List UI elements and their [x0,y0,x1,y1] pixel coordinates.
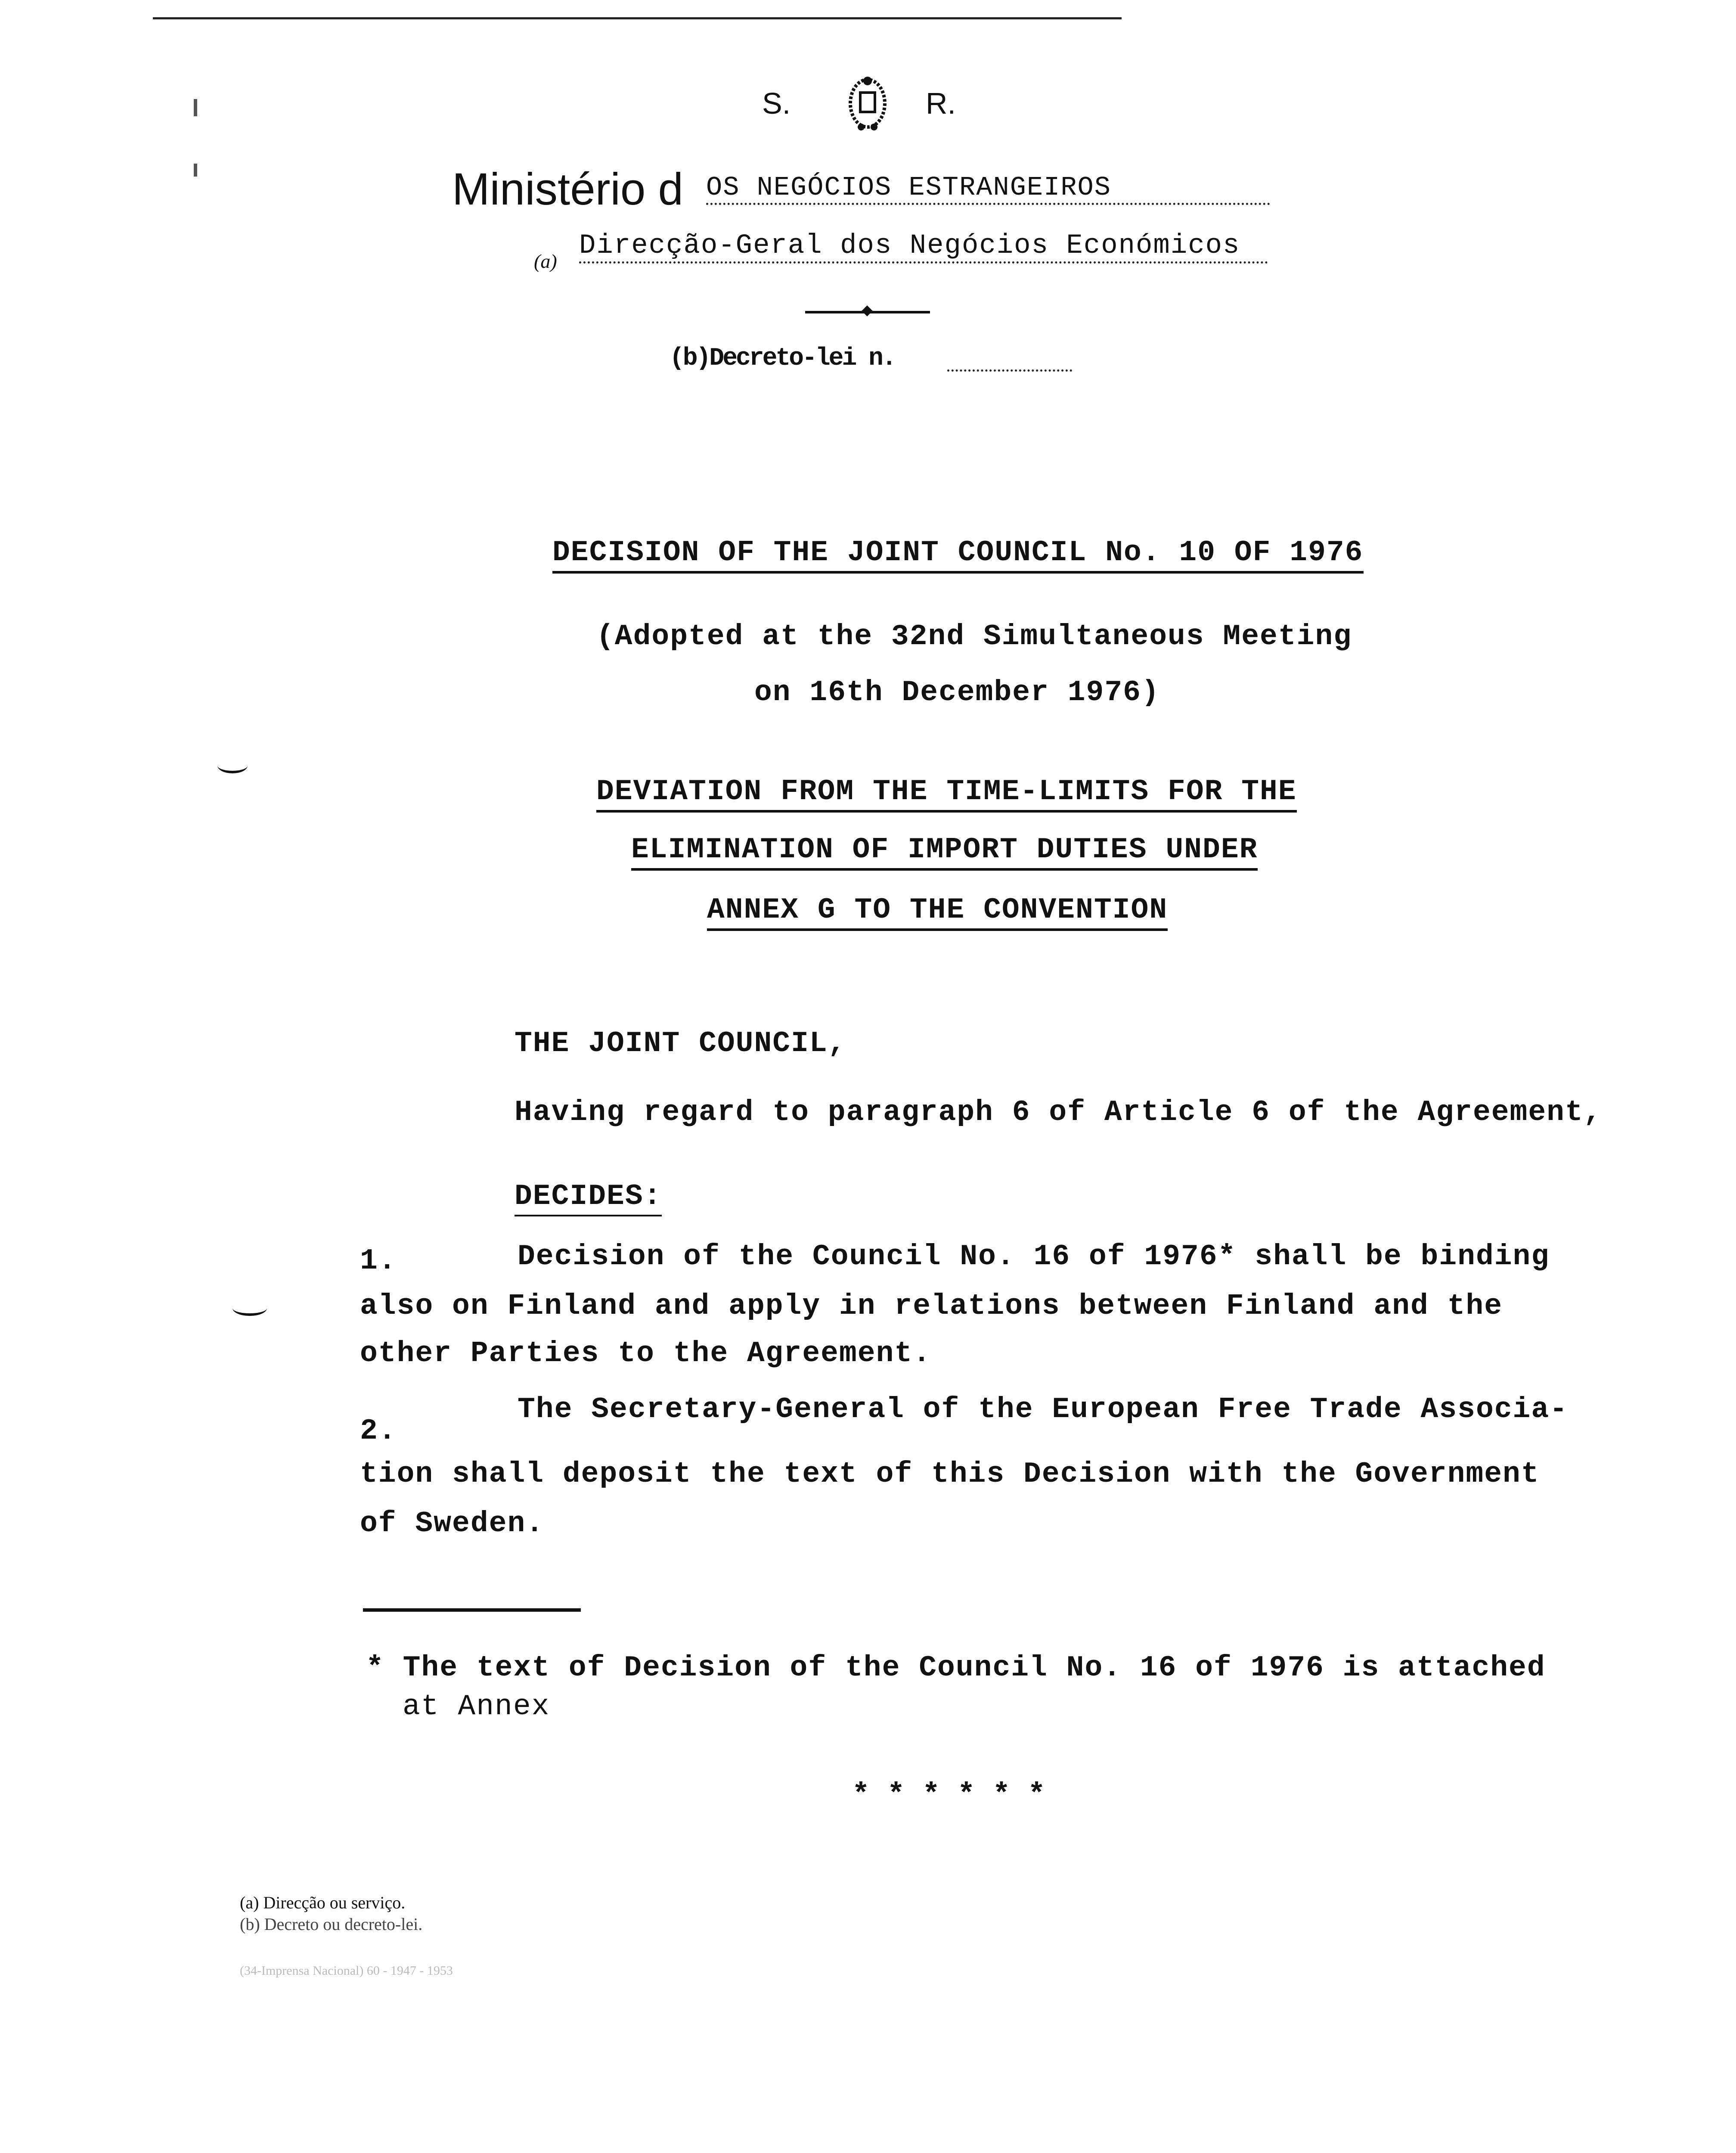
directorate-field: Direcção-Geral dos Negócios Económicos [579,230,1268,264]
item-2-line-2: tion shall deposit the text of this Decision with the Government [360,1458,1540,1491]
document-title: DECISION OF THE JOINT COUNCIL No. 10 OF 1976 [552,536,1364,574]
opening-phrase: THE JOINT COUNCIL, [515,1027,846,1060]
subject-line-1: DEVIATION FROM THE TIME-LIMITS FOR THE [596,775,1297,813]
ministry-prefix: Ministério d [452,164,683,214]
scan-mark [194,164,197,177]
letterhead-right-initial: R. [926,87,956,120]
recital: Having regard to paragraph 6 of Article 6 of the Agreement, [515,1096,1602,1129]
item-1-line-1: Decision of the Council No. 16 of 1976* shall be binding [518,1240,1550,1273]
scan-mark [194,99,197,116]
item-2-line-1: The Secretary-General of the European Free Trade Associa- [518,1393,1568,1426]
letterhead-left-initial: S. [762,87,791,120]
item-2-line-3: of Sweden. [360,1507,545,1540]
ministry-line [452,164,683,215]
subject-line-3: ANNEX G TO THE CONVENTION [707,893,1168,931]
top-border-line [153,17,1122,19]
scan-mark [217,758,248,773]
coat-of-arms-emblem [844,73,891,133]
decides-heading: DECIDES: [515,1180,662,1216]
footnote-line-2: at Annex [403,1690,550,1723]
printer-line: (34-Imprensa Nacional) 60 - 1947 - 1953 [240,1964,453,1978]
item-1-line-3: other Parties to the Agreement. [360,1337,932,1370]
footnote-line-1: * The text of Decision of the Council No. 16 of 1976 is attached [366,1651,1546,1685]
directorate-marker: (a) [534,250,557,272]
scan-mark [232,1300,267,1316]
footnote-rule [363,1608,581,1612]
adopted-line-1: (Adopted at the 32nd Simultaneous Meeting [596,620,1352,653]
ministry-name-field: OS NEGÓCIOS ESTRANGEIROS [706,172,1270,205]
adopted-line-2: on 16th December 1976) [754,676,1160,709]
end-mark: * * * * * * [852,1778,1045,1812]
subject-line-2: ELIMINATION OF IMPORT DUTIES UNDER [631,833,1258,871]
decree-field: (b)Decreto-lei n. [670,344,895,372]
form-note-b: (b) Decreto ou decreto-lei. [240,1914,423,1934]
item-1-line-2: also on Finland and apply in relations between Finland and the [360,1290,1503,1323]
ornament-diamond [862,305,872,316]
decree-dotted-line [947,369,1072,372]
item-2-number: 2. [360,1415,397,1448]
form-note-a: (a) Direcção ou serviço. [240,1893,406,1912]
item-1-number: 1. [360,1244,397,1278]
